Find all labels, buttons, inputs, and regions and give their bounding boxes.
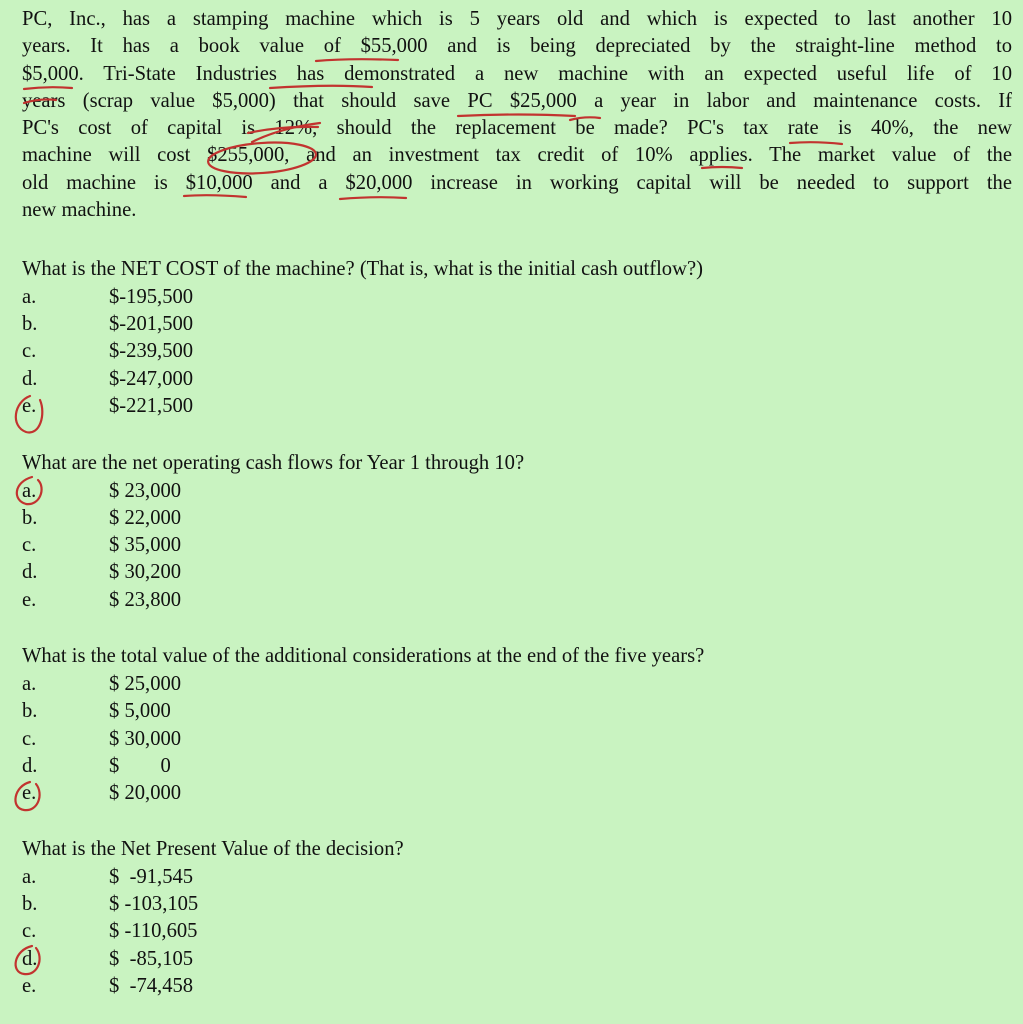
question-3-text: What is the total value of the additional considerations at the end of the five years? [22, 645, 705, 667]
option-letter: b. [22, 507, 38, 529]
option-letter: c. [22, 340, 37, 362]
option-letter: c. [22, 920, 37, 942]
option-value: $ -74,458 [109, 975, 194, 997]
option-value: $-239,500 [109, 340, 194, 362]
problem-line: old machine is $10,000 and a $20,000 increase in working capital will be needed to support the [22, 171, 1012, 194]
option-letter: e. [22, 782, 37, 804]
option-value: $ -110,605 [109, 920, 198, 942]
option-letter: d. [22, 368, 38, 390]
option-value: $ 30,000 [109, 728, 182, 750]
question-2-text: What are the net operating cash flows for Year 1 through 10? [22, 452, 525, 474]
option-value: $-195,500 [109, 286, 194, 308]
option-letter: d. [22, 755, 38, 777]
option-letter: a. [22, 866, 37, 888]
option-letter: e. [22, 589, 37, 611]
option-letter: d. [22, 561, 38, 583]
problem-line: machine will cost $255,000, and an investment tax credit of 10% applies. The market value of the [22, 144, 1012, 167]
option-value: $ -103,105 [109, 893, 199, 915]
option-letter: c. [22, 534, 37, 556]
option-value: $-221,500 [109, 395, 194, 417]
option-value: $ 35,000 [109, 534, 182, 556]
question-1-text: What is the NET COST of the machine? (That is, what is the initial cash outflow?) [22, 258, 703, 280]
option-letter: e. [22, 395, 37, 417]
problem-line: years. It has a book value of $55,000 and is being depreciated by the straight-line method to [22, 35, 1012, 58]
problem-line: PC, Inc., has a stamping machine which is 5 years old and which is expected to last another 10 [22, 8, 1012, 30]
option-letter: a. [22, 286, 37, 308]
problem-line: new machine. [22, 199, 137, 222]
option-value: $ 0 [109, 755, 171, 777]
option-value: $ 23,000 [109, 480, 182, 502]
option-letter: e. [22, 975, 37, 997]
option-value: $ 30,200 [109, 561, 182, 583]
option-value: $ 23,800 [109, 589, 182, 611]
question-4-text: What is the Net Present Value of the decision? [22, 838, 404, 860]
option-letter: b. [22, 893, 38, 915]
problem-line: PC's cost of capital is 12%, should the replacement be made? PC's tax rate is 40%, the new [22, 117, 1012, 140]
option-letter: b. [22, 700, 38, 722]
option-letter: c. [22, 728, 37, 750]
problem-statement [22, 6, 1012, 224]
problem-line: $5,000. Tri-State Industries has demonstrated a new machine with an expected useful life of 10 [22, 62, 1012, 85]
option-letter: a. [22, 480, 37, 502]
option-value: $ 20,000 [109, 782, 182, 804]
option-value: $-201,500 [109, 313, 194, 335]
option-value: $ 22,000 [109, 507, 182, 529]
problem-line: years (scrap value $5,000) that should save PC $25,000 a year in labor and maintenance costs. If [22, 89, 1012, 112]
option-value: $-247,000 [109, 368, 194, 390]
option-value: $ 25,000 [109, 673, 182, 695]
option-letter: b. [22, 313, 38, 335]
option-letter: a. [22, 673, 37, 695]
option-value: $ -85,105 [109, 948, 194, 970]
option-value: $ 5,000 [109, 700, 171, 722]
option-value: $ -91,545 [109, 866, 194, 888]
option-letter: d. [22, 948, 38, 970]
